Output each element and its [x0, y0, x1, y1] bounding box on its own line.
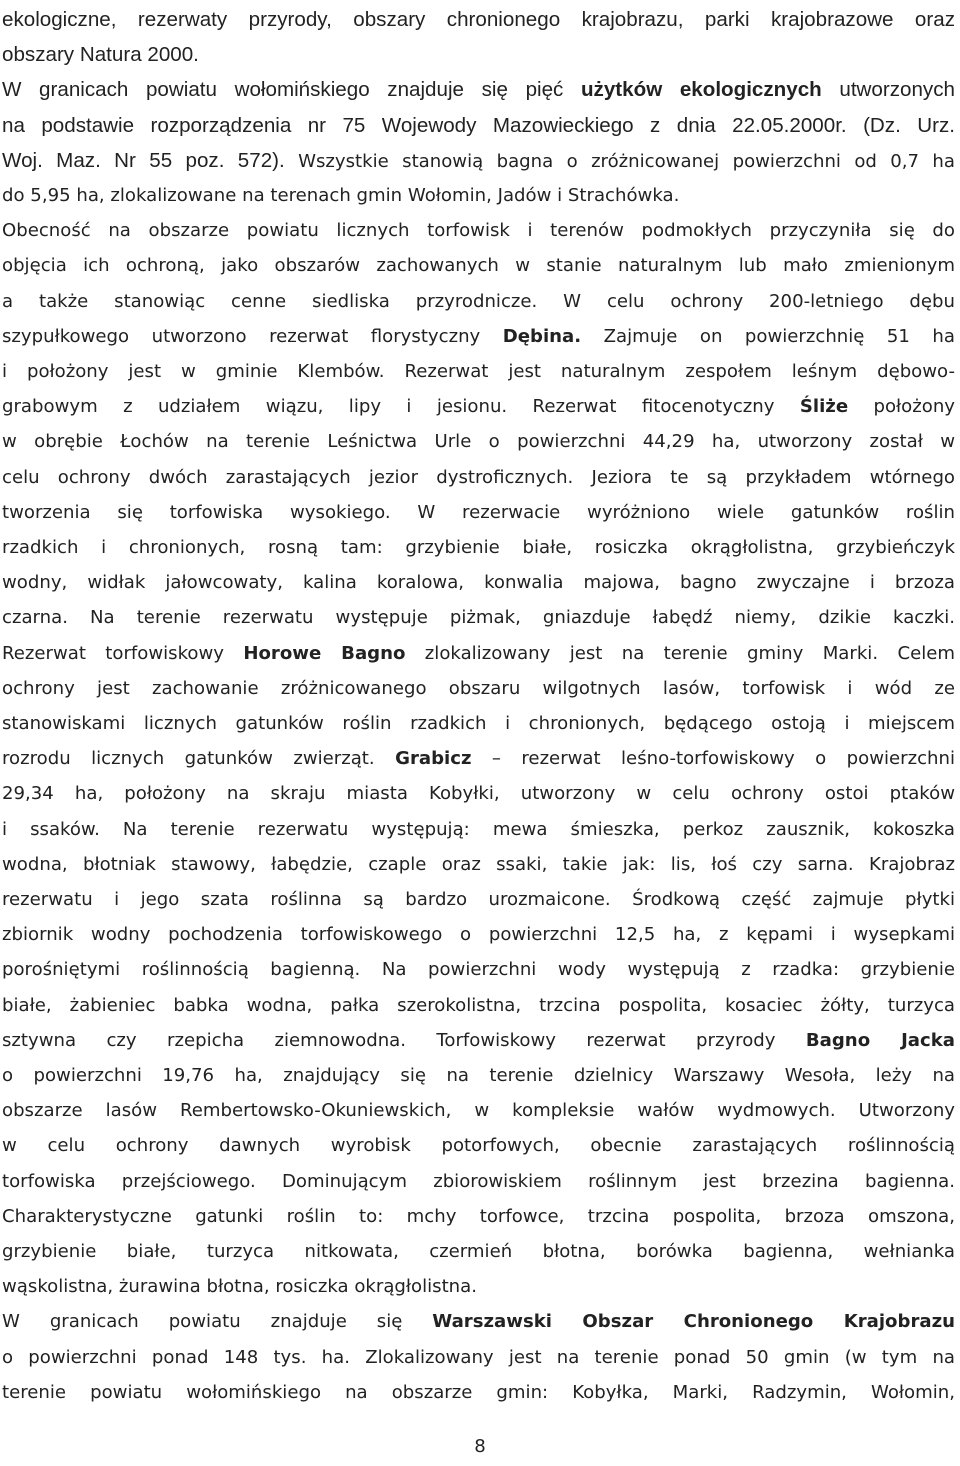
text-run: grzybienie białe, turzyca nitkowata, czermień błotna, borówka bagienna, wełnianka	[2, 1241, 955, 1262]
text-run: grabowym z udziałem wiązu, lipy i jesionu. Rezerwat fitocenotyczny	[2, 396, 800, 418]
text-run: rzadkich i chronionych, rosną tam: grzybienie białe, rosiczka okrągłolistna, grzybieńczyk	[2, 537, 955, 558]
text-run: tworzenia się torfowiska wysokiego. W rezerwacie wyróżniono wiele gatunków roślin	[2, 501, 955, 523]
text-run: Zajmuje on powierzchnię 51 ha	[581, 325, 955, 347]
text-run: w obrębie Łochów na terenie Leśnictwa Urle o powierzchni 44,29 ha, utworzony został w	[2, 431, 955, 453]
text-line	[2, 1093, 955, 1129]
text-line	[2, 1023, 955, 1059]
text-run: rezerwatu i jego szata roślinna są bardzo urozmaicone. Środkową część zajmuje płytki	[2, 889, 955, 910]
text-run: ekologiczne, rezerwaty przyrody, obszary chronionego krajobrazu, parki krajobrazowe oraz	[2, 8, 955, 31]
text-line	[2, 143, 955, 179]
text-line	[2, 1164, 955, 1200]
text-run: obszary Natura 2000.	[2, 43, 199, 67]
text-line	[2, 108, 955, 144]
text-line	[2, 1128, 955, 1164]
text-line	[2, 354, 955, 390]
text-run: i ssaków. Na terenie rezerwatu występują: mewa śmieszka, perkoz zausznik, kokoszka	[2, 818, 955, 840]
text-line	[2, 1304, 955, 1340]
text-run: o powierzchni ponad 148 tys. ha. Zlokalizowany jest na terenie ponad 50 gmin (w tym na	[2, 1346, 955, 1368]
text-run: – rezerwat leśno-torfowiskowy o powierzchni	[471, 748, 955, 770]
text-run: o powierzchni 19,76 ha, znajdujący się na terenie dzielnicy Warszawy Wesoła, leży na	[2, 1065, 955, 1086]
text-run: wodna, błotniak stawowy, łabędzie, czaple oraz ssaki, takie jak: lis, łoś czy sarna. Krajobraz	[2, 853, 955, 875]
text-run: porośniętymi roślinnością bagienną. Na powierzchni wody występują z rzadka: grzybienie	[2, 959, 955, 981]
text-line	[2, 1269, 955, 1305]
text-line	[2, 1375, 955, 1411]
text-line	[2, 812, 955, 848]
text-line	[2, 671, 955, 707]
text-run: ochrony jest zachowanie zróżnicowanego obszaru wilgotnych lasów, torfowisk i wód ze	[2, 677, 955, 699]
text-line	[2, 565, 955, 601]
text-line	[2, 741, 955, 777]
text-run: położony	[848, 396, 955, 418]
text-line	[2, 1199, 955, 1235]
text-run: terenie powiatu wołomińskiego na obszarze gmin: Kobyłka, Marki, Radzymin, Wołomin,	[2, 1381, 955, 1403]
text-line	[2, 284, 955, 320]
text-line	[2, 1234, 955, 1270]
bold-term: Bagno Jacka	[805, 1029, 955, 1051]
text-line	[2, 952, 955, 988]
text-run: zbiornik wodny pochodzenia torfowiskowego o powierzchni 12,5 ha, z kępami i wysepkami	[2, 924, 955, 946]
text-run: utworzonych	[821, 78, 955, 102]
text-run: czarna. Na terenie rezerwatu występuje piżmak, gniazduje łabędź niemy, dzikie kaczki.	[2, 607, 955, 629]
text-run: wodny, widłak jałowcowaty, kalina koralowa, konwalia majowa, bagno zwyczajne i brzoza	[2, 572, 955, 594]
text-line	[2, 636, 955, 672]
text-line	[2, 2, 955, 38]
text-run: w celu ochrony dawnych wyrobisk potorfowych, obecnie zarastających roślinnością	[2, 1135, 955, 1157]
text-line	[2, 460, 955, 496]
text-line	[2, 495, 955, 531]
text-run: a także stanowiąc cenne siedliska przyrodnicze. W celu ochrony 200-letniego dębu	[2, 290, 955, 312]
text-run: zlokalizowany jest na terenie gminy Marki. Celem	[405, 642, 955, 664]
bold-term: Dębina.	[502, 325, 582, 347]
text-line	[2, 706, 955, 742]
text-run: Wszystkie stanowią bagna o zróżnicowanej powierzchni od 0,7 ha	[298, 150, 955, 172]
text-run: objęcia ich ochroną, jako obszarów zachowanych w stanie naturalnym lub mało zmienionym	[2, 255, 955, 277]
text-run: W granicach powiatu wołomińskiego znajduje się pięć	[2, 78, 581, 102]
text-run: białe, żabieniec babka wodna, pałka szerokolistna, trzcina pospolita, kosaciec żółty, turzyca	[2, 994, 955, 1016]
text-run: i położony jest w gminie Klembów. Rezerwat jest naturalnym zespołem leśnym dębowo-	[2, 361, 955, 382]
text-run: torfowiska przejściowego. Dominującym zbiorowiskiem roślinnym jest brzezina bagienna.	[2, 1170, 955, 1192]
text-run: stanowiskami licznych gatunków roślin rzadkich i chronionych, będącego ostoją i miejscem	[2, 713, 955, 734]
text-line	[2, 248, 955, 284]
text-run: 29,34 ha, położony na skraju miasta Kobyłki, utworzony w celu ochrony ostoi ptaków	[2, 783, 955, 805]
text-line	[2, 319, 955, 355]
text-run: Rezerwat torfowiskowy	[2, 642, 244, 664]
text-run: sztywna czy rzepicha ziemnowodna. Torfowiskowy rezerwat przyrody	[2, 1029, 806, 1051]
text-line	[2, 1058, 955, 1094]
text-line	[2, 776, 955, 812]
bold-term: Śliże	[799, 396, 849, 418]
text-run: do 5,95 ha, zlokalizowane na terenach gmin Wołomin, Jadów i Strachówka.	[2, 185, 680, 206]
text-line	[2, 1340, 955, 1376]
text-run: szypułkowego utworzono rezerwat florystyczny	[2, 325, 503, 347]
text-run: Obecność na obszarze powiatu licznych torfowisk i terenów podmokłych przyczyniła się do	[2, 220, 955, 242]
text-line	[2, 847, 955, 883]
text-run: celu ochrony dwóch zarastających jezior dystroficznych. Jeziora te są przykładem wtórnego	[2, 466, 955, 488]
text-line	[2, 389, 955, 425]
text-line	[2, 917, 955, 953]
text-line	[2, 530, 955, 566]
text-line	[2, 37, 955, 73]
text-line	[2, 600, 955, 636]
text-line	[2, 178, 955, 214]
text-run: na podstawie rozporządzenia nr 75 Wojewody Mazowieckiego z dnia 22.05.2000r. (Dz. Urz.	[2, 113, 955, 137]
text-line	[2, 213, 955, 249]
text-line	[2, 882, 955, 918]
text-run: wąskolistna, żurawina błotna, rosiczka okrągłolistna.	[2, 1276, 477, 1298]
text-run: rozrodu licznych gatunków zwierząt.	[2, 748, 396, 770]
text-run: Woj. Maz. Nr 55 poz. 572).	[2, 148, 299, 172]
text-run: Charakterystyczne gatunki roślin to: mchy torfowce, trzcina pospolita, brzoza omszona,	[2, 1205, 955, 1227]
bold-term: użytków ekologicznych	[580, 78, 822, 102]
bold-term: Horowe Bagno	[243, 642, 406, 664]
text-line	[2, 424, 955, 460]
text-line	[2, 72, 955, 108]
text-run: obszarze lasów Rembertowsko-Okuniewskich, w kompleksie wałów wydmowych. Utworzony	[2, 1100, 955, 1122]
bold-term: Warszawski Obszar Chronionego Krajobrazu	[432, 1311, 955, 1333]
text-line	[2, 988, 955, 1024]
text-run: W granicach powiatu znajduje się	[2, 1311, 433, 1333]
bold-term: Grabicz	[395, 748, 472, 770]
page-number: 8	[474, 1436, 486, 1457]
